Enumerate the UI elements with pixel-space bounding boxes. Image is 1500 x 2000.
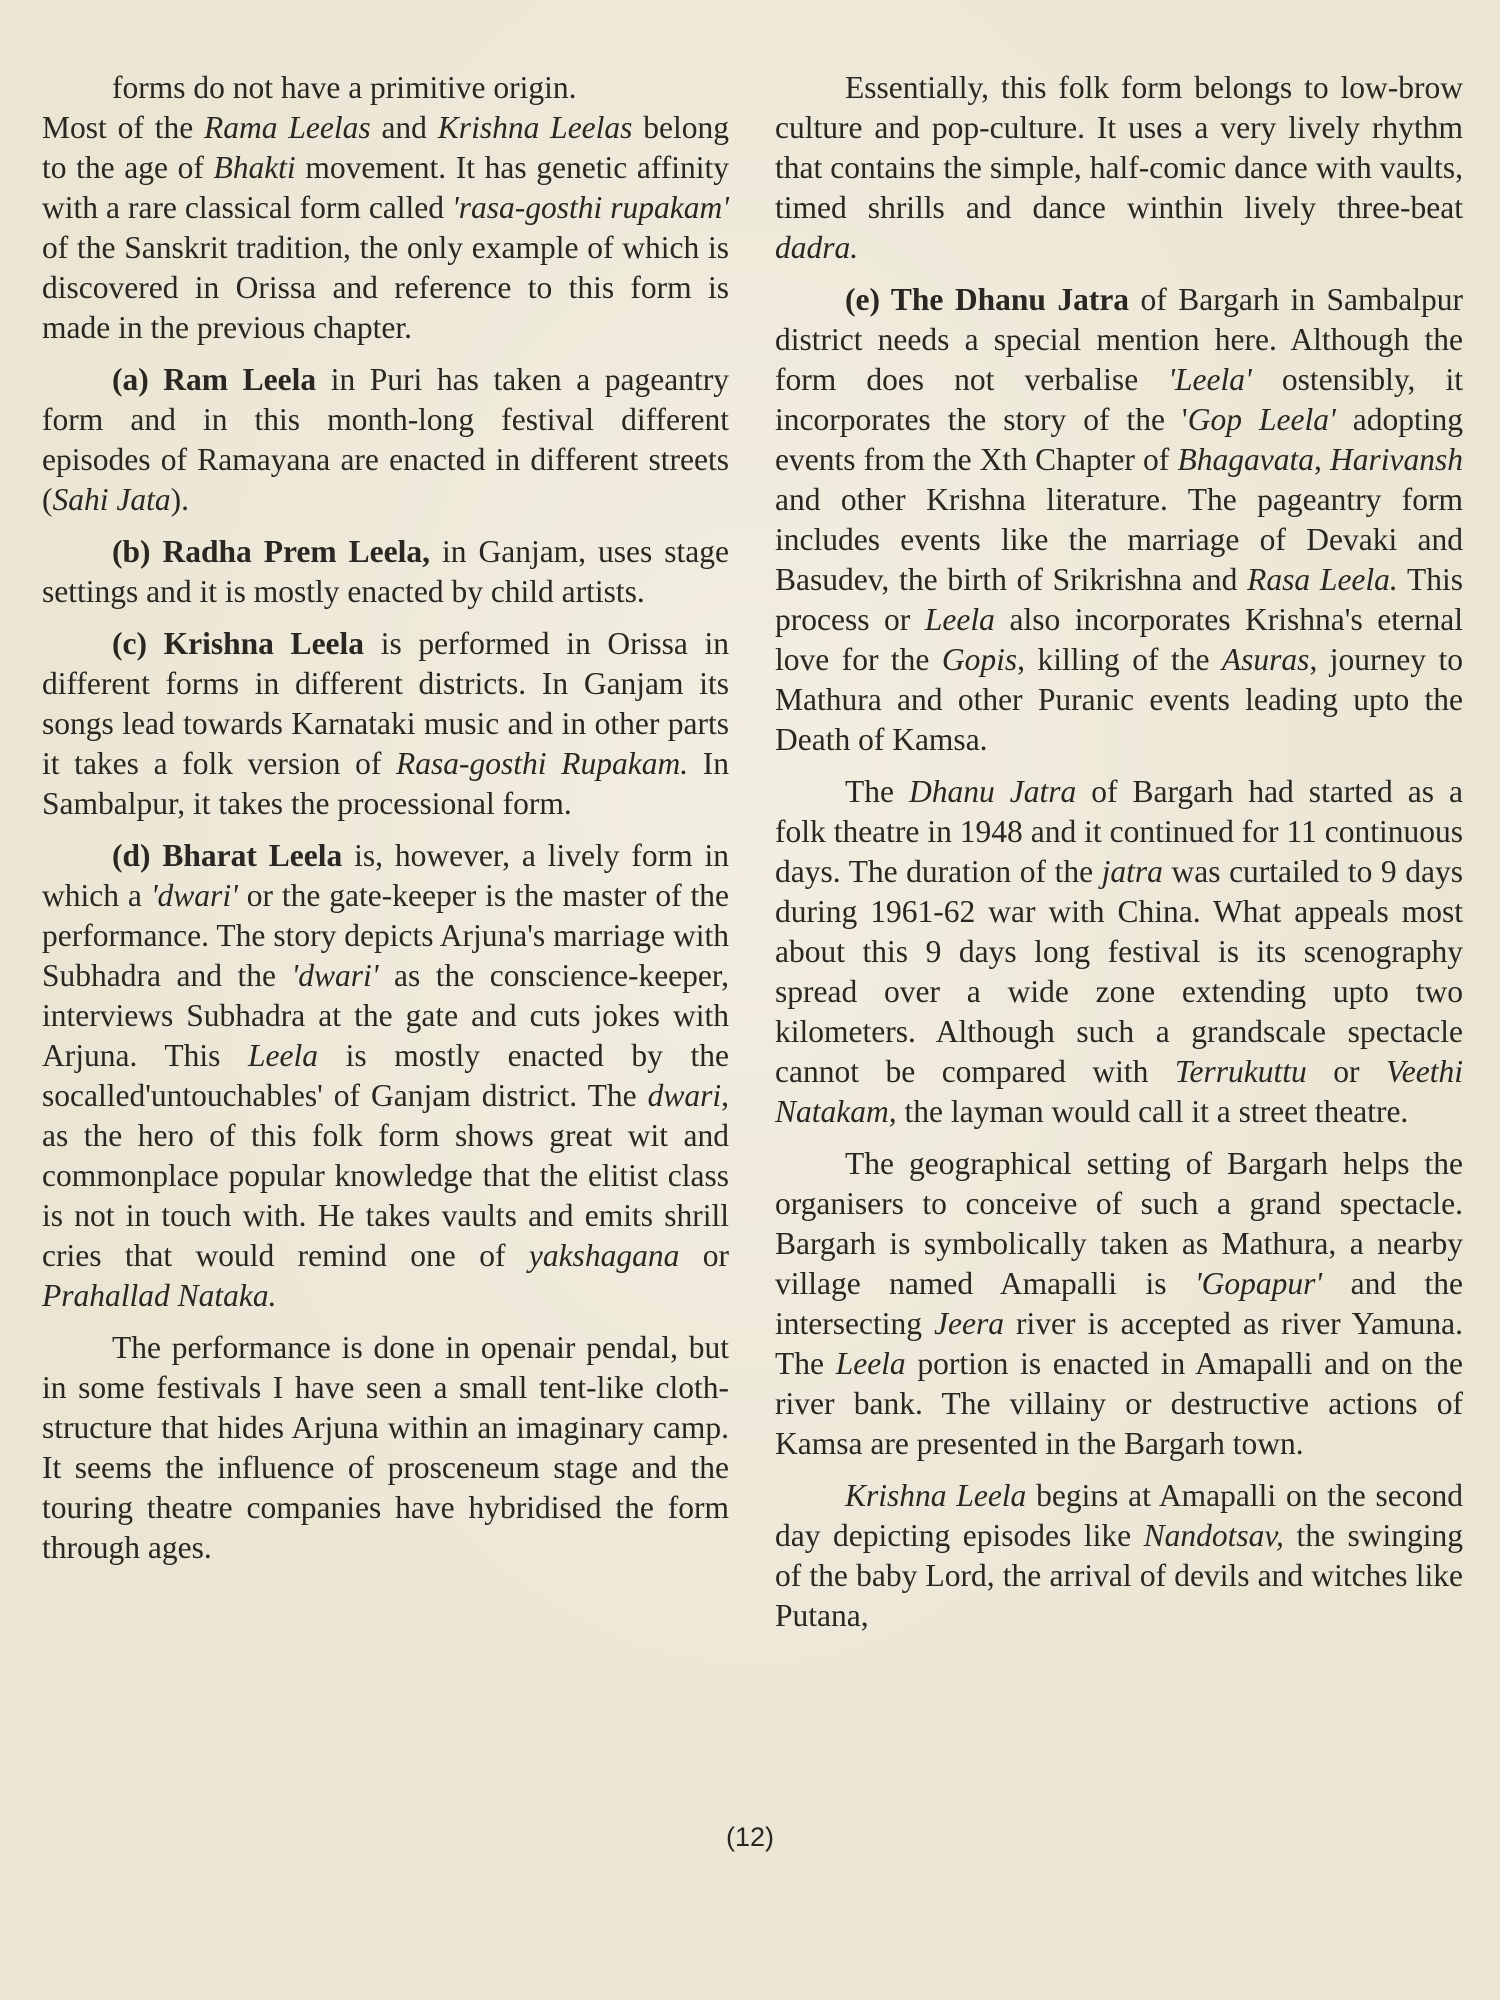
text-run: Essentially, this folk form belongs to low-brow culture and pop-culture. It uses a very lively rhythm that contains the simple, half-comic dance with vaults, timed shrills and dance winthin lively three-beat bbox=[775, 70, 1463, 225]
italic-term: jatra bbox=[1101, 854, 1163, 889]
italic-term: Rasa Leela. bbox=[1247, 562, 1398, 597]
paragraph-continued bbox=[42, 68, 729, 348]
item-label: (d) Bharat Leela bbox=[112, 838, 343, 873]
text-run: adopting events from the Xth Chapter of bbox=[775, 402, 1463, 477]
text-run: and the intersecting bbox=[775, 1266, 1463, 1341]
text-run: belong to the age of bbox=[42, 110, 730, 185]
paragraph-dhanu-jatra bbox=[775, 280, 1463, 760]
paragraph-bharat-leela bbox=[42, 836, 729, 1316]
page-number: (12) bbox=[725, 1822, 774, 1852]
text-run: ). bbox=[170, 482, 189, 517]
italic-term: dadra. bbox=[775, 230, 859, 265]
continued-line: forms do not have a primitive origin. bbox=[112, 70, 577, 105]
italic-term: Harivansh bbox=[1330, 442, 1464, 477]
italic-term: 'Gopapur' bbox=[1194, 1266, 1323, 1301]
item-label: (b) Radha Prem Leela, bbox=[112, 534, 430, 569]
italic-term: yakshagana bbox=[528, 1238, 680, 1273]
item-label: (c) Krishna Leela bbox=[112, 626, 365, 661]
italic-term: 'dwari' bbox=[291, 958, 379, 993]
paragraph-ram-leela bbox=[42, 360, 729, 520]
text-run: , as the hero of this folk form shows great wit and commonplace popular knowledge that the elitist class is not in touch with. He takes vaults and emits shrill cries that would remind one of bbox=[42, 1078, 729, 1273]
text-run: in Ganjam, uses stage settings and it is mostly enacted by child artists. bbox=[42, 534, 730, 609]
italic-term: 'dwari' bbox=[150, 878, 238, 913]
italic-term: Jeera bbox=[934, 1306, 1004, 1341]
text-run: , killing of the bbox=[1017, 642, 1222, 677]
italic-term: Sahi Jata bbox=[52, 482, 171, 517]
text-run: is, however, a lively form in which a bbox=[42, 838, 729, 913]
text-run: as the conscience-keeper, interviews Subhadra at the gate and cuts jokes with Arjuna. This bbox=[42, 958, 729, 1073]
text-run: ostensibly, it incorporates the story of the ' bbox=[775, 362, 1463, 437]
italic-term: Krishna Leelas bbox=[437, 110, 633, 145]
italic-term: Bhagavata bbox=[1177, 442, 1314, 477]
text-run: of Bargarh had started as a folk theatre in 1948 and it continued for 11 continuous days. The duration of the bbox=[775, 774, 1463, 889]
paragraph-history bbox=[775, 772, 1463, 1132]
italic-term: Leela bbox=[248, 1038, 318, 1073]
italic-term: 'rasa-gosthi rupakam' bbox=[452, 190, 729, 225]
right-column bbox=[775, 68, 1463, 1648]
italic-term: Leela bbox=[835, 1346, 906, 1381]
italic-term: Leela bbox=[924, 602, 995, 637]
italic-term: Gop Leela' bbox=[1187, 402, 1336, 437]
paragraph-folk-form bbox=[775, 68, 1463, 268]
item-label: (a) Ram Leela bbox=[112, 362, 317, 397]
paragraph-krishna-leela bbox=[42, 624, 729, 824]
text-run: , journey to Mathura and other Puranic events leading upto the Death of Kamsa. bbox=[775, 642, 1463, 757]
italic-term: Krishna Leela bbox=[845, 1478, 1027, 1513]
italic-term: Rama Leelas bbox=[204, 110, 371, 145]
text-run: or bbox=[679, 1238, 729, 1273]
text-run: The geographical setting of Bargarh helps the organisers to conceive of such a grand spectacle. Bargarh is symbolically taken as Mathura, a nearby village named Amapalli is bbox=[775, 1146, 1463, 1301]
italic-term: Dhanu Jatra bbox=[908, 774, 1077, 809]
italic-term: Veethi Natakam, bbox=[775, 1054, 1463, 1129]
text-run: also incorporates Krishna's eternal love for the bbox=[775, 602, 1463, 677]
text-run: the swinging of the baby Lord, the arrival of devils and witches like Putana, bbox=[775, 1518, 1463, 1633]
text-run: the layman would call it a street theatre. bbox=[896, 1094, 1409, 1129]
italic-term: Prahallad Nataka. bbox=[42, 1278, 277, 1313]
text-run: of Bargarh in Sambalpur district needs a special mention here. Although the form does not verbalise bbox=[775, 282, 1463, 397]
italic-term: Bhakti bbox=[213, 150, 296, 185]
text-run: or the gate-keeper is the master of the performance. The story depicts Arjuna's marriage with Subhadra and the bbox=[42, 878, 729, 993]
item-label: (e) The Dhanu Jatra bbox=[845, 282, 1130, 317]
text-run: , bbox=[1313, 442, 1331, 477]
italic-term: Asuras bbox=[1221, 642, 1310, 677]
italic-term: Terrukuttu bbox=[1174, 1054, 1307, 1089]
text-run: movement. It has genetic affinity with a rare classical form called bbox=[42, 150, 729, 225]
text-run: portion is enacted in Amapalli and on the river bank. The villainy or destructive actions of Kamsa are presented in the Bargarh town. bbox=[775, 1346, 1463, 1461]
text-run: Most of the bbox=[42, 110, 205, 145]
paragraph-krishna-leela-amapalli bbox=[775, 1476, 1463, 1636]
paragraph-performance: The performance is done in openair pendal, but in some festivals I have seen a small tent-like cloth-structure that hides Arjuna within an imaginary camp. It seems the influence of prosceneum stage and the touring theatre companies have hybridised the form through ages. bbox=[42, 1330, 729, 1565]
text-run: The bbox=[845, 774, 909, 809]
text-run: in Puri has taken a pageantry form and in this month-long festival different episodes of Ramayana are enacted in different streets ( bbox=[42, 362, 729, 517]
italic-term: Rasa-gosthi Rupakam. bbox=[396, 746, 689, 781]
paragraph-radha-prem-leela bbox=[42, 532, 729, 612]
text-run: river is accepted as river Yamuna. The bbox=[775, 1306, 1463, 1381]
text-run: of the Sanskrit tradition, the only example of which is discovered in Orissa and reference to this form is made in the previous chapter. bbox=[42, 230, 729, 345]
italic-term: Nandotsav, bbox=[1143, 1518, 1284, 1553]
text-run: In Sambalpur, it takes the processional form. bbox=[42, 746, 729, 821]
text-run: is performed in Orissa in different forms in different districts. In Ganjam its songs lead towards Karnataki music and in other parts it takes a folk version of bbox=[42, 626, 729, 781]
paragraph-geography bbox=[775, 1144, 1463, 1464]
text-run: or bbox=[1306, 1054, 1387, 1089]
text-run: begins at Amapalli on the second day depicting episodes like bbox=[775, 1478, 1463, 1553]
text-run: and bbox=[370, 110, 438, 145]
text-run: This process or bbox=[775, 562, 1464, 637]
text-run: is mostly enacted by the socalled'untouchables' of Ganjam district. The bbox=[42, 1038, 730, 1113]
text-run: was curtailed to 9 days during 1961-62 war with China. What appeals most about this 9 days long festival is its scenography spread over a wide zone extending upto two kilometers. Although such a grandscale spectacle cannot be compared with bbox=[775, 854, 1463, 1089]
italic-term: dwari bbox=[647, 1078, 722, 1113]
italic-term: 'Leela' bbox=[1168, 362, 1252, 397]
text-run: and other Krishna literature. The pageantry form includes events like the marriage of Devaki and Basudev, the birth of Srikrishna and bbox=[775, 482, 1463, 597]
left-column bbox=[42, 68, 729, 1580]
italic-term: Gopis bbox=[941, 642, 1018, 677]
